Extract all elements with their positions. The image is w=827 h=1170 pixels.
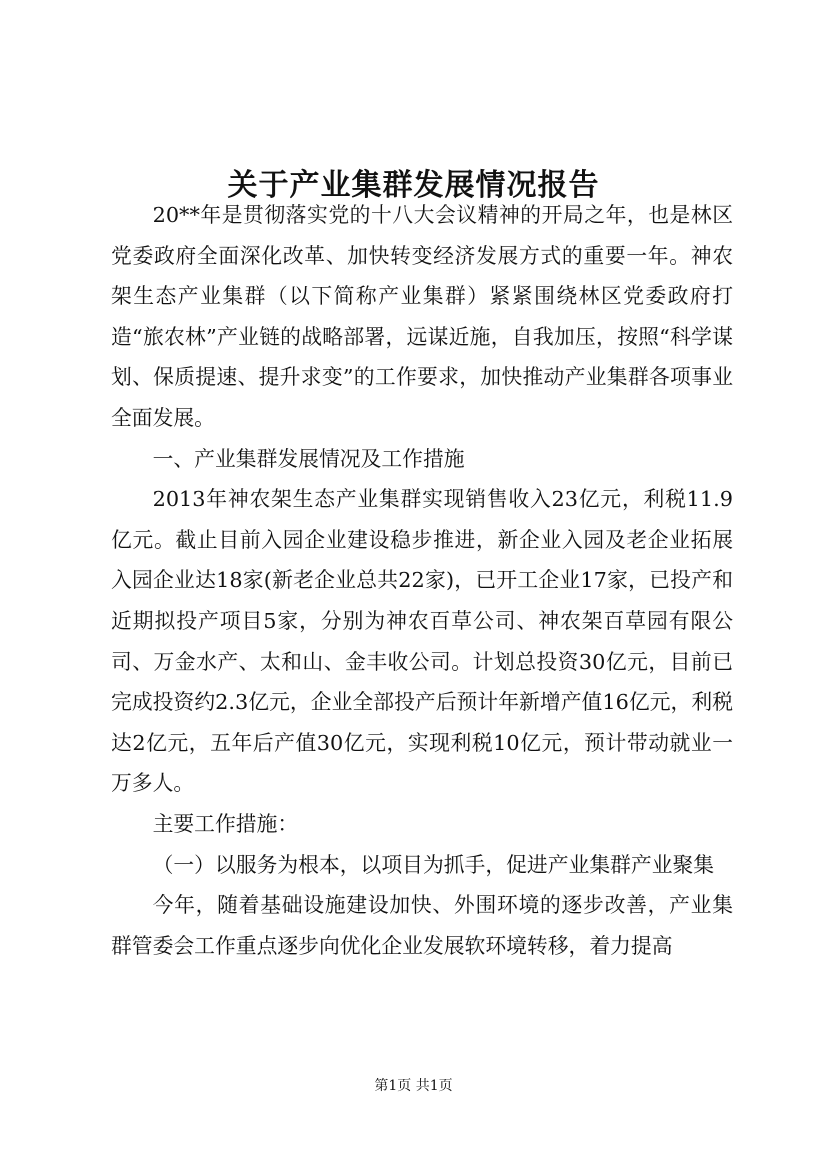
section-heading-1: 一、产业集群发展情况及工作措施 (152, 446, 465, 471)
paragraph-this-year: 今年，随着基础设施建设加快、外围环境的逐步改善，产业集群管委会工作重点逐步向优化企业发展软环境转移，着力提高 (111, 893, 733, 958)
subsection-heading-1: （一）以服务为根本，以项目为抓手，促进产业集群产业聚集 (152, 852, 715, 877)
paragraph-statistics: 2013年神农架生态产业集群实现销售收入23亿元，利税11.9亿元。截止目前入园企业建设稳步推进，新企业入园及老企业拓展入园企业达18家(新老企业总共22家)，已开工企业17家，已投产和近期拟投产项目5家，分别为神农百草公司、神农架百草园有限公司、万金水产、太和山、金丰收公司。计划总投资30亿元，目前已完成投资约2.3亿元，企业全部投产后预计年新增产值16亿元，利税达2亿元，五年后产值30亿元，实现利税10亿元，预计带动就业一万多人。 (111, 487, 733, 796)
paragraph-intro: 20**年是贯彻落实党的十八大会议精神的开局之年，也是林区党委政府全面深化改革、加快转变经济发展方式的重要一年。神农架生态产业集群（以下简称产业集群）紧紧围绕林区党委政府打造“旅农林”产业链的战略部署，远谋近施，自我加压，按照“科学谋划、保质提速、提升求变”的工作要求，加快推动产业集群各项事业全面发展。 (111, 203, 733, 430)
subheading-measures: 主要工作措施： (152, 811, 299, 836)
page-footer: 第1页 共1页 (374, 1078, 453, 1094)
document-body (111, 195, 733, 966)
document-title: 关于产业集群发展情况报告 (227, 168, 600, 204)
